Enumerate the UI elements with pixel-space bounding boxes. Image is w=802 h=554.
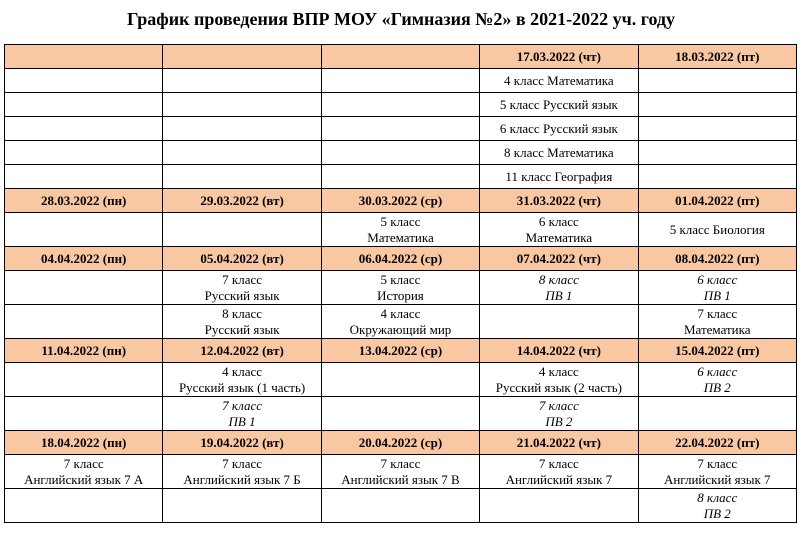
schedule-cell	[480, 363, 638, 397]
exam-text: 7 класс	[63, 455, 104, 471]
schedule-row	[5, 271, 797, 305]
schedule-row	[5, 93, 797, 117]
exam-text: 8 класс	[697, 489, 738, 505]
schedule-cell	[480, 93, 638, 117]
exam-text: 7 класс	[538, 455, 579, 471]
schedule-row	[5, 117, 797, 141]
week-header-row	[5, 431, 797, 455]
week-header-row	[5, 45, 797, 69]
date-header-cell: 08.04.2022 (пт)	[638, 247, 796, 271]
schedule-cell	[321, 363, 479, 397]
exam-text: 7 класс	[222, 397, 263, 413]
exam-text: 5 класс	[380, 213, 421, 229]
exam-text: 5 класс	[380, 271, 421, 287]
schedule-cell	[321, 93, 479, 117]
date-header-cell: 13.04.2022 (ср)	[321, 339, 479, 363]
date-header-cell: 29.03.2022 (вт)	[163, 189, 321, 213]
schedule-cell	[163, 165, 321, 189]
exam-text: Английский язык 7 В	[341, 471, 460, 487]
exam-text: 8 класс	[222, 305, 263, 321]
date-header-cell: 30.03.2022 (ср)	[321, 189, 479, 213]
schedule-cell	[480, 165, 638, 189]
schedule-cell	[638, 305, 796, 339]
schedule-cell	[163, 397, 321, 431]
schedule-cell	[638, 69, 796, 93]
schedule-cell	[480, 305, 638, 339]
date-header-cell: 11.04.2022 (пн)	[5, 339, 163, 363]
schedule-cell	[321, 455, 479, 489]
schedule-row	[5, 489, 797, 523]
date-header-cell: 05.04.2022 (вт)	[163, 247, 321, 271]
schedule-cell	[5, 213, 163, 247]
schedule-cell	[321, 69, 479, 93]
schedule-cell	[638, 213, 796, 247]
exam-text: Русский язык (2 часть)	[495, 379, 622, 395]
schedule-cell	[480, 397, 638, 431]
exam-text: 4 класс Математика	[504, 72, 614, 88]
exam-text: 6 класс	[697, 271, 738, 287]
schedule-cell	[321, 305, 479, 339]
date-header-cell: 01.04.2022 (пт)	[638, 189, 796, 213]
exam-text: ПВ 2	[703, 505, 731, 521]
exam-text: 7 класс	[222, 455, 263, 471]
exam-text: ПВ 1	[545, 287, 573, 303]
schedule-cell	[5, 489, 163, 523]
exam-text: 8 класс Математика	[504, 144, 614, 160]
schedule-row	[5, 69, 797, 93]
schedule-cell	[638, 397, 796, 431]
schedule-cell	[163, 213, 321, 247]
schedule-cell	[321, 489, 479, 523]
schedule-cell	[480, 117, 638, 141]
exam-text: 4 класс	[222, 363, 263, 379]
schedule-table	[4, 44, 797, 523]
exam-text: 7 класс	[380, 455, 421, 471]
exam-text: 6 класс	[697, 363, 738, 379]
date-header-cell	[5, 45, 163, 69]
exam-text: 7 класс	[697, 305, 738, 321]
date-header-cell: 22.04.2022 (пт)	[638, 431, 796, 455]
exam-text: 6 класс	[538, 213, 579, 229]
exam-text: 11 класс География	[505, 168, 613, 184]
exam-text: Русский язык (1 часть)	[178, 379, 306, 395]
schedule-cell	[321, 397, 479, 431]
date-header-cell	[163, 45, 321, 69]
schedule-cell	[480, 271, 638, 305]
schedule-cell	[163, 455, 321, 489]
schedule-cell	[480, 489, 638, 523]
exam-text: Окружающий мир	[349, 321, 452, 337]
schedule-cell	[5, 141, 163, 165]
schedule-cell	[5, 363, 163, 397]
exam-text: Английский язык 7	[663, 471, 771, 487]
exam-text: ПВ 1	[703, 287, 731, 303]
exam-text: ПВ 1	[228, 413, 256, 429]
date-header-cell: 14.04.2022 (чт)	[480, 339, 638, 363]
exam-text: Английский язык 7	[505, 471, 613, 487]
schedule-cell	[480, 141, 638, 165]
schedule-cell	[163, 489, 321, 523]
exam-text: 5 класс Биология	[669, 221, 765, 237]
schedule-cell	[638, 165, 796, 189]
schedule-cell	[5, 455, 163, 489]
week-header-row	[5, 247, 797, 271]
schedule-row	[5, 141, 797, 165]
date-header-cell: 20.04.2022 (ср)	[321, 431, 479, 455]
schedule-cell	[321, 213, 479, 247]
exam-text: Русский язык	[204, 321, 280, 337]
exam-text: Английский язык 7 А	[24, 471, 144, 487]
schedule-row	[5, 305, 797, 339]
schedule-cell	[321, 271, 479, 305]
date-header-cell: 06.04.2022 (ср)	[321, 247, 479, 271]
schedule-cell	[638, 117, 796, 141]
schedule-cell	[163, 69, 321, 93]
date-header-cell	[321, 45, 479, 69]
exam-text: 7 класс	[697, 455, 738, 471]
exam-text: 7 класс	[222, 271, 263, 287]
schedule-cell	[5, 93, 163, 117]
exam-text: Математика	[367, 229, 434, 245]
exam-text: 7 класс	[538, 397, 579, 413]
date-header-cell: 15.04.2022 (пт)	[638, 339, 796, 363]
date-header-cell: 19.04.2022 (вт)	[163, 431, 321, 455]
page-title: График проведения ВПР МОУ «Гимназия №2» в 2021-2022 уч. году	[126, 9, 676, 29]
schedule-cell	[5, 117, 163, 141]
week-header-row	[5, 339, 797, 363]
exam-text: 6 класс Русский язык	[499, 120, 618, 136]
schedule-cell	[638, 489, 796, 523]
exam-text: Русский язык	[204, 287, 280, 303]
schedule-cell	[5, 305, 163, 339]
exam-text: 4 класс	[380, 305, 421, 321]
schedule-cell	[163, 117, 321, 141]
date-header-cell: 18.04.2022 (пн)	[5, 431, 163, 455]
date-header-cell: 07.04.2022 (чт)	[480, 247, 638, 271]
schedule-cell	[638, 93, 796, 117]
schedule-cell	[163, 141, 321, 165]
schedule-cell	[480, 69, 638, 93]
schedule-cell	[163, 271, 321, 305]
week-header-row	[5, 189, 797, 213]
exam-text: 4 класс	[538, 363, 579, 379]
schedule-cell	[480, 455, 638, 489]
schedule-cell	[5, 165, 163, 189]
date-header-cell: 31.03.2022 (чт)	[480, 189, 638, 213]
schedule-cell	[5, 397, 163, 431]
exam-text: Математика	[525, 229, 593, 245]
schedule-cell	[163, 363, 321, 397]
schedule-cell	[638, 271, 796, 305]
schedule-cell	[638, 363, 796, 397]
schedule-cell	[321, 165, 479, 189]
exam-text: 8 класс	[538, 271, 579, 287]
date-header-cell: 12.04.2022 (вт)	[163, 339, 321, 363]
schedule-cell	[5, 271, 163, 305]
schedule-cell	[480, 213, 638, 247]
schedule-row	[5, 363, 797, 397]
date-header-cell: 04.04.2022 (пн)	[5, 247, 163, 271]
date-header-cell: 17.03.2022 (чт)	[480, 45, 638, 69]
exam-text: Английский язык 7 Б	[183, 471, 301, 487]
schedule-row	[5, 213, 797, 247]
exam-text: ПВ 2	[703, 379, 731, 395]
exam-text: История	[377, 287, 424, 303]
exam-text: Математика	[683, 321, 751, 337]
date-header-cell: 28.03.2022 (пн)	[5, 189, 163, 213]
schedule-cell	[638, 455, 796, 489]
schedule-row	[5, 165, 797, 189]
schedule-cell	[163, 305, 321, 339]
date-header-cell: 21.04.2022 (чт)	[480, 431, 638, 455]
schedule-row	[5, 455, 797, 489]
schedule-cell	[638, 141, 796, 165]
exam-text: ПВ 2	[545, 413, 573, 429]
schedule-cell	[321, 117, 479, 141]
schedule-row	[5, 397, 797, 431]
schedule-cell	[163, 93, 321, 117]
schedule-cell	[321, 141, 479, 165]
date-header-cell: 18.03.2022 (пт)	[638, 45, 796, 69]
exam-text: 5 класс Русский язык	[499, 96, 618, 112]
schedule-cell	[5, 69, 163, 93]
